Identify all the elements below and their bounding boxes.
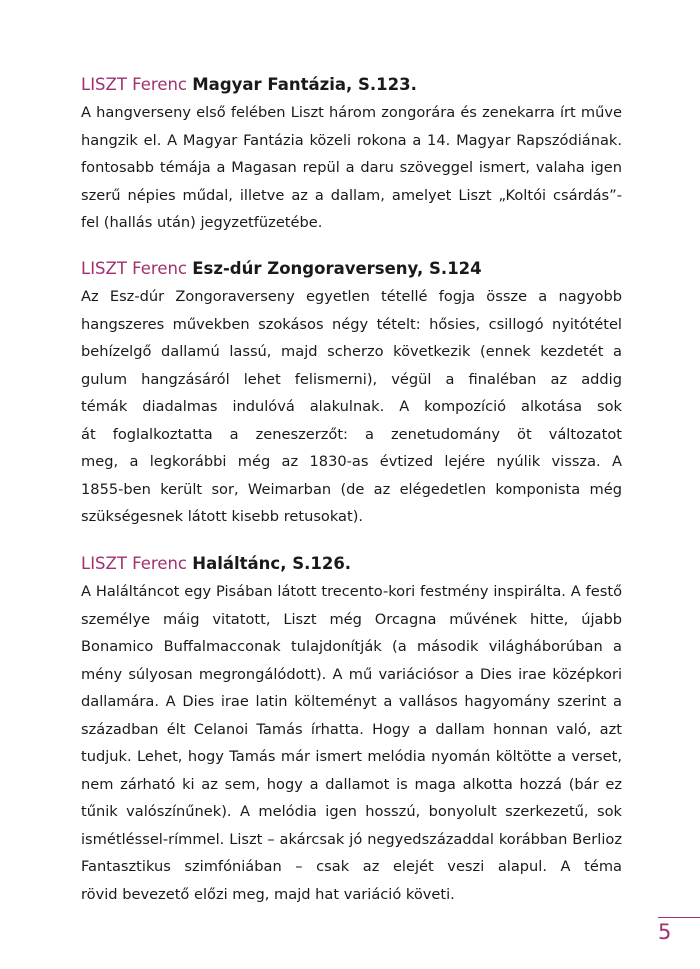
text-line: mény súlyosan megrongálódott). A mű variációsor a Dies irae középkori bbox=[81, 665, 622, 683]
text-line: gulum hangzásáról lehet felismerni), végül a finaléban az addig bbox=[81, 370, 622, 388]
text-line: rövid bevezető előzi meg, majd hat variáció követi. bbox=[81, 885, 455, 903]
section-esz-dur-zongoraverseny bbox=[81, 258, 622, 531]
text-line: A Haláltáncot egy Pisában látott trecento-kori festmény inspirálta. A festő bbox=[81, 583, 622, 600]
text-line: szükségesnek látott kisebb retusokat). bbox=[81, 508, 364, 525]
text-line: tudjuk. Lehet, hogy Tamás már ismert melódia nyomán költötte a verset, bbox=[81, 748, 622, 765]
text-line: témák diadalmas indulóvá alakulnak. A kompozíció alkotása sok bbox=[81, 398, 622, 415]
composer-name: LISZT Ferenc bbox=[81, 259, 188, 278]
text-line: fel (hallás után) jegyzetfüzetébe. bbox=[81, 214, 323, 231]
text-line: dallamára. A Dies irae latin költeményt a vallásos hagyomány szerint a bbox=[81, 693, 622, 710]
section-body bbox=[81, 578, 622, 908]
work-title: Magyar Fantázia, S.123. bbox=[192, 75, 417, 94]
text-line: szerű népies műdal, illetve az a dallam, amelyet Liszt „Koltói csárdás”- bbox=[81, 186, 622, 204]
text-line: tűnik valószínűnek). A melódia igen hosszú, bonyolult szerkezetű, sok bbox=[81, 803, 622, 820]
work-title: Esz-dúr Zongoraverseny, S.124 bbox=[192, 259, 482, 278]
text-line: ismétléssel-rímmel. Liszt – akárcsak jó negyedszázaddal korábban Berlioz bbox=[81, 830, 622, 848]
text-line: nem zárható ki az sem, hogy a dallamot is maga alkotta hozzá (bár ez bbox=[81, 775, 622, 793]
section-magyar-fantazia bbox=[81, 74, 622, 237]
page-number-rule bbox=[658, 917, 700, 918]
section-heading bbox=[81, 258, 622, 280]
text-line: A hangverseny első felében Liszt három zongorára és zenekarra írt műve bbox=[81, 104, 622, 121]
section-body bbox=[81, 99, 622, 237]
composer-name: LISZT Ferenc bbox=[81, 75, 188, 94]
text-line: Az Esz-dúr Zongoraverseny egyetlen tétellé fogja össze a nagyobb bbox=[81, 288, 622, 305]
section-heading bbox=[81, 74, 622, 96]
text-line: át foglalkoztatta a zeneszerzőt: a zenetudomány öt változatot bbox=[81, 425, 622, 443]
text-line: meg, a legkorábbi még az 1830-as évtized lejére nyúlik vissza. A bbox=[81, 453, 622, 470]
text-line: században élt Celanoi Tamás írhatta. Hogy a dallam honnan való, azt bbox=[81, 720, 622, 738]
composer-name: LISZT Ferenc bbox=[81, 554, 188, 573]
section-haláltánc bbox=[81, 553, 622, 908]
text-line: 1855-ben került sor, Weimarban (de az elégedetlen komponista még bbox=[81, 480, 622, 498]
section-body bbox=[81, 283, 622, 531]
text-line: személye máig vitatott, Liszt még Orcagna művének hitte, újabb bbox=[81, 610, 622, 628]
section-heading bbox=[81, 553, 622, 575]
text-line: hangzik el. A Magyar Fantázia közeli rokona a 14. Magyar Rapszódiának. bbox=[81, 131, 622, 149]
text-line: fontosabb témája a Magasan repül a daru szöveggel ismert, valaha igen bbox=[81, 159, 622, 176]
text-line: hangszeres művekben szokásos négy tételt: hősies, csillogó nyitótétel bbox=[81, 315, 622, 333]
text-line: behízelgő dallamú lassú, majd scherzo következik (ennek kezdetét a bbox=[81, 343, 622, 360]
work-title: Haláltánc, S.126. bbox=[192, 554, 352, 573]
page-number: 5 bbox=[658, 920, 672, 944]
text-line: Fantasztikus szimfóniában – csak az elejét veszi alapul. A téma bbox=[81, 858, 622, 875]
text-line: Bonamico Buffalmacconak tulajdonítják (a második világháborúban a bbox=[81, 638, 622, 655]
